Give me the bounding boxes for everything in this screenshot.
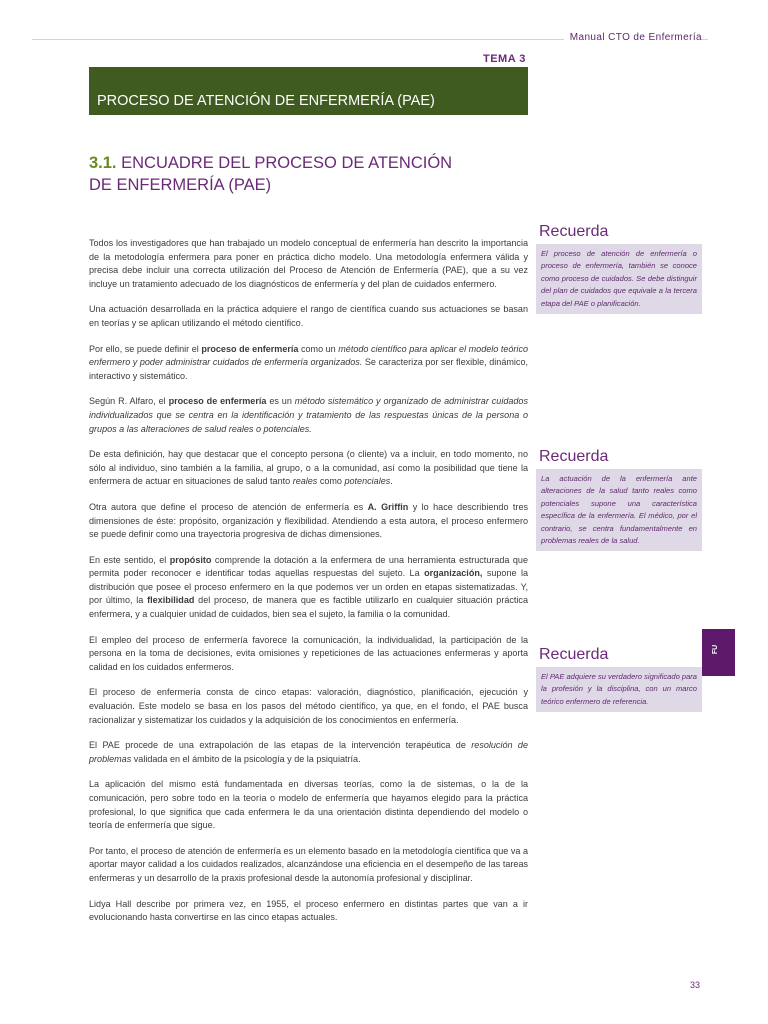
text-run: Se caracteriza por ser flexible, dinámico, interactivo y sistemático. <box>89 357 528 381</box>
recuerda-title-2: Recuerda <box>539 448 609 465</box>
text-run: Una actuación desarrollada en la práctica adquiere el rango de científica cuando sus actuaciones se basan en teorías y se aplican utilizando el método científico. <box>89 304 528 328</box>
recuerda-box-1: El proceso de atención de enfermería o proceso de enfermería, también se conoce como proceso de cuidados. Se debe distinguir del plan de cuidados que equivale a la tercera etapa del PAE o planificación. <box>536 244 702 314</box>
text-run: Según R. Alfaro, el <box>89 396 169 407</box>
tema-label: TEMA 3 <box>483 53 526 65</box>
body-paragraph <box>89 395 528 436</box>
italic-phrase: potenciales <box>344 476 391 487</box>
text-run: La aplicación del mismo está fundamentada en diversas teorías, como la de sistemas, o la de la comunicación, pero sobre todo en la teoría o modelo de enfermería que hayamos elegido para la práctica profesional, lo que significa que cada enfermera le da una orientación distinta dependiendo del modelo o teoría de enfermería que sigue. <box>89 779 528 831</box>
body-paragraph <box>89 303 528 330</box>
text-run: . <box>390 476 393 487</box>
text-run: El empleo del proceso de enfermería favorece la comunicación, la individualidad, la participación de la persona en la toma de decisiones, evita omisiones y repeticiones de las actuaciones enfermeras y aporta calidad en los cuidados enfermeros. <box>89 634 528 672</box>
body-paragraph <box>89 554 528 622</box>
side-tab-label: FU <box>712 644 720 655</box>
text-run: Por ello, se puede definir el <box>89 343 202 354</box>
body-paragraph <box>89 845 528 886</box>
body-paragraph <box>89 448 528 489</box>
text-run: como un <box>298 343 339 354</box>
text-run: comprende la dotación a la enfermera de una herramienta estructurada que permita poder reconocer e identificar todas aquellas respuestas del sujeto. La <box>89 554 528 579</box>
recuerda-title-3: Recuerda <box>539 646 609 663</box>
italic-phrase: reales <box>292 476 318 487</box>
body-text-column <box>89 237 528 937</box>
recuerda-box-2: La actuación de la enfermería ante alteraciones de la salud tanto reales como potenciales supone una característica específica de la enfermería. El médico, por el contrario, se centra fundamentalmente en problemas reales de la salud. <box>536 469 702 551</box>
text-run: En este sentido, el <box>89 554 170 565</box>
section-number: 3.1. <box>89 154 117 172</box>
bold-term: A. Griffin <box>367 501 409 512</box>
text-run: validada en el ámbito de la psicología y de la psiquiatría. <box>131 753 361 764</box>
text-run: del proceso, de manera que es factible utilizarlo en cualquier situación práctica enfermera, y a cualquier unidad de cuidados, bien sea el sujeto, la familia o la comunidad. <box>89 595 528 620</box>
body-paragraph <box>89 237 528 291</box>
text-run: De esta definición, hay que destacar que el concepto persona (o cliente) va a incluir, en todo momento, no sólo al individuo, sino también a la familia, al grupo, o a la comunidad, así como la posibilidad que tiene la enfermera de actuar en situaciones de salud tanto <box>89 449 528 487</box>
section-title-line1: ENCUADRE DEL PROCESO DE ATENCIÓN <box>121 154 453 172</box>
bold-term: propósito <box>169 554 212 565</box>
body-paragraph <box>89 898 528 925</box>
bold-term: proceso de enfermería <box>201 343 299 354</box>
italic-phrase: método científico para aplicar el modelo teórico enfermero y poder administrar cuidados de enfermería organizados. <box>89 343 528 368</box>
manual-title: Manual CTO de Enfermería <box>564 32 702 43</box>
section-heading <box>89 152 509 196</box>
recuerda-title-1: Recuerda <box>539 223 609 240</box>
italic-phrase: método sistemático y organizado de administrar cuidados individualizados que se centra en la identificación y tratamiento de las respuestas únicas de la persona o grupos a las alteraciones de salud reales o potenciales. <box>89 396 528 434</box>
section-side-tab[interactable] <box>702 629 735 676</box>
text-run: Por tanto, el proceso de atención de enfermería es un elemento basado en la metodología científica que va a aportar mayor calidad a los cuidados realizados, alcanzándose una eficiencia en el desempeño de las tareas enfermeras y un desarrollo de la praxis profesional desde la autonomía profesional y disciplinar. <box>89 845 528 883</box>
text-run: El proceso de enfermería consta de cinco etapas: valoración, diagnóstico, planificación, ejecución y evaluación. Este modelo se basa en los pasos del método científico, ya que, en el fondo, el PAE busca racionalizar y sistematizar los cuidados y la adquisición de los conocimientos en enfermería. <box>89 687 528 725</box>
body-paragraph <box>89 634 528 675</box>
chapter-banner <box>89 67 528 115</box>
body-paragraph <box>89 343 528 384</box>
text-run: Lidya Hall describe por primera vez, en 1955, el proceso enfermero en distintas partes que van a ir evolucionando hasta convertirse en las cinco etapas actuales. <box>89 898 528 923</box>
page-number: 33 <box>690 980 701 990</box>
text-run: Todos los investigadores que han trabajado un modelo conceptual de enfermería han descrito la importancia de la metodología enfermera para poner en práctica dicho modelo. Una metodología enfermera válida y precisa debe incluir una correcta utilización del Proceso de Atención de Enfermería (PAE), que a su vez incluye un tratamiento adecuado de los diagnósticos de enfermería y del plan de cuidados enfermero. <box>89 238 528 289</box>
text-run: es un <box>266 396 295 407</box>
italic-phrase: resolución de problemas <box>89 740 528 764</box>
bold-term: flexibilidad <box>147 595 195 606</box>
body-paragraph <box>89 686 528 727</box>
text-run: El PAE procede de una extrapolación de las etapas de la intervención terapéutica de <box>89 740 472 751</box>
text-run: y lo hace describiendo tres dimensiones de éste: propósito, organización y flexibilidad. Atendiendo a esta autora, el proceso enfermero se puede definir como una trayectoria progresiva de dichas dimensiones. <box>89 501 529 540</box>
bold-term: proceso de enfermería <box>168 396 267 407</box>
body-paragraph <box>89 778 528 832</box>
body-paragraph <box>89 739 528 766</box>
chapter-title: PROCESO DE ATENCIÓN DE ENFERMERÍA (PAE) <box>97 93 435 109</box>
section-title-line2: DE ENFERMERÍA (PAE) <box>89 176 272 194</box>
recuerda-box-3: El PAE adquiere su verdadero significado para la profesión y la disciplina, con un marco teórico enfermero de referencia. <box>536 667 702 712</box>
text-run: supone la distribución que posee el proceso enfermero en la que podemos ver un orden en etapas sistematizadas. Y, por último, la <box>89 568 529 606</box>
bold-term: organización, <box>424 568 483 579</box>
text-run: Otra autora que define el proceso de atención de enfermería es <box>89 501 368 512</box>
text-run: como <box>317 476 345 487</box>
body-paragraph <box>89 501 528 542</box>
